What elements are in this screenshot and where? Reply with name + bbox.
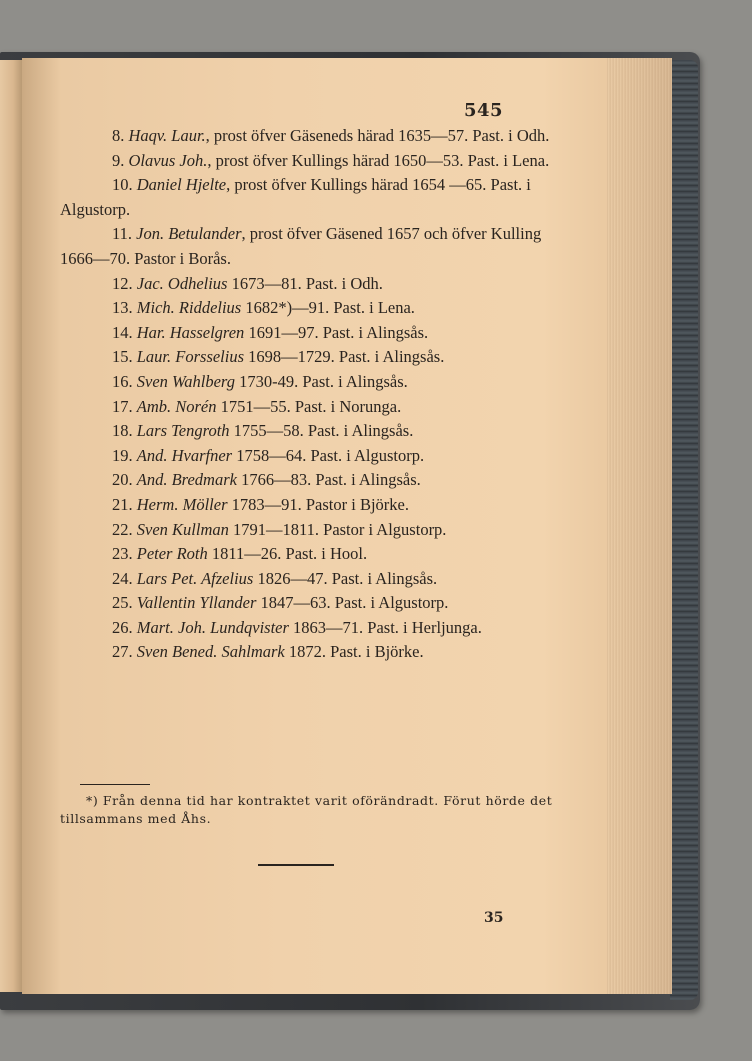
pastor-name: Olavus Joh.	[128, 150, 208, 170]
list-item: 27. Sven Bened. Sahlmark 1872. Past. i Björke.	[112, 642, 424, 662]
list-item: 8. Haqv. Laur., prost öfver Gäseneds härad 1635—57. Past. i Odh.	[112, 126, 550, 145]
list-item: 10. Daniel Hjelte, prost öfver Kullings härad 1654 —65. Past. i Algustorp.	[60, 175, 531, 219]
list-item: 22. Sven Kullman 1791—1811. Pastor i Algustorp.	[112, 519, 447, 539]
list-item: 20. And. Bredmark 1766—83. Past. i Alingsås.	[112, 470, 421, 490]
left-page-sliver	[0, 60, 22, 992]
end-divider	[258, 864, 334, 866]
list-item: 9. Olavus Joh., prost öfver Kullings härad 1650—53. Past. i Lena.	[112, 150, 550, 170]
list-item: 15. Laur. Forsselius 1698—1729. Past. i Alingsås.	[112, 347, 445, 367]
pastor-name: Herm. Möller	[136, 494, 228, 514]
book-spine	[670, 60, 698, 1000]
pastor-name: Sven Wahlberg	[136, 371, 235, 391]
pastor-name: Har. Hasselgren	[136, 322, 245, 342]
pastor-name: Haqv. Laur.	[128, 126, 206, 145]
pastor-name: Sven Bened. Sahlmark	[136, 642, 285, 662]
list-item: 16. Sven Wahlberg 1730-49. Past. i Alingsås.	[112, 371, 408, 391]
page-number: 545	[464, 100, 504, 121]
pastor-name: And. Bredmark	[136, 470, 237, 490]
book-page	[22, 58, 672, 994]
pastor-name: Daniel Hjelte	[136, 175, 227, 195]
pastor-name: Amb. Norén	[136, 396, 217, 416]
signature-mark: 35	[484, 910, 504, 926]
page-edges	[607, 58, 672, 994]
pastor-name: Mich. Riddelius	[136, 298, 242, 318]
pastor-name: Lars Pet. Afzelius	[136, 568, 254, 588]
list-item: 24. Lars Pet. Afzelius 1826—47. Past. i Alingsås.	[112, 568, 438, 588]
list-item: 18. Lars Tengroth 1755—58. Past. i Alingsås.	[112, 421, 414, 441]
list-item: 14. Har. Hasselgren 1691—97. Past. i Alingsås.	[112, 322, 429, 342]
pastor-name: Vallentin Yllander	[136, 593, 257, 613]
entry-list	[60, 124, 560, 665]
pastor-name: And. Hvarfner	[136, 445, 233, 465]
pastor-name: Laur. Forsselius	[136, 347, 245, 367]
list-item: 21. Herm. Möller 1783—91. Pastor i Björke.	[112, 494, 409, 514]
list-item: 19. And. Hvarfner 1758—64. Past. i Algustorp.	[112, 445, 425, 465]
list-item: 12. Jac. Odhelius 1673—81. Past. i Odh.	[112, 273, 383, 293]
list-item: 25. Vallentin Yllander 1847—63. Past. i Algustorp.	[112, 593, 449, 613]
pastor-name: Jon. Betulander	[136, 224, 242, 244]
pastor-name: Lars Tengroth	[136, 421, 230, 441]
list-item: 26. Mart. Joh. Lundqvister 1863—71. Past. i Herljunga.	[112, 617, 482, 637]
list-item: 23. Peter Roth 1811—26. Past. i Hool.	[112, 544, 368, 564]
pastor-name: Peter Roth	[136, 544, 208, 564]
list-item: 11. Jon. Betulander, prost öfver Gäsened 1657 och öfver Kulling 1666—70. Pastor i Borås.	[60, 224, 542, 268]
list-item: 13. Mich. Riddelius 1682*)—91. Past. i Lena.	[112, 298, 415, 318]
footnote-divider	[80, 784, 150, 785]
pastor-name: Mart. Joh. Lundqvister	[136, 617, 289, 637]
list-item: 17. Amb. Norén 1751—55. Past. i Norunga.	[112, 396, 402, 416]
pastor-name: Sven Kullman	[136, 519, 229, 539]
footnote: *) Från denna tid har kontraktet varit oförändradt. Förut hörde det tillsammans med Åhs.	[60, 793, 553, 826]
pastor-name: Jac. Odhelius	[136, 273, 228, 293]
